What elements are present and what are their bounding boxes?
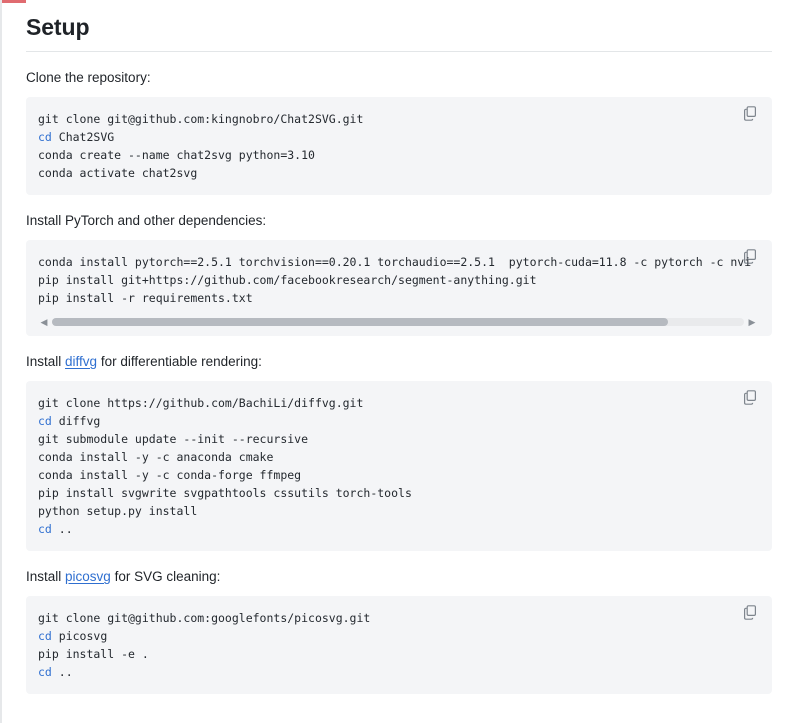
code-token: cd <box>38 522 52 536</box>
code-token: cd <box>38 130 52 144</box>
code-token: cd <box>38 665 52 679</box>
page-title: Setup <box>26 12 772 52</box>
step-description-picosvg <box>26 567 772 586</box>
code-token: conda install -y -c anaconda cmake <box>38 450 274 464</box>
code-token: .. <box>51 665 73 679</box>
code-token: conda install pytorch==2.5.1 torchvision==0.20.1 torchaudio==2.5.1 pytorch-cuda=11.8 -c pytorch -c nvi <box>38 255 752 269</box>
code-block-pytorch <box>26 240 772 336</box>
code-token: conda activate chat2svg <box>38 166 198 180</box>
top-accent-stripe <box>0 0 800 3</box>
code-content-picosvg[interactable] <box>38 609 758 681</box>
code-token: git clone https://github.com/BachiLi/diffvg.git <box>38 396 364 410</box>
text-fragment: for differentiable rendering: <box>97 354 262 369</box>
code-token: pip install git+https://github.com/facebookresearch/segment-anything.git <box>38 273 537 287</box>
link-diffvg[interactable]: diffvg <box>65 354 98 369</box>
code-block-picosvg <box>26 596 772 694</box>
code-token: python setup.py install <box>38 504 198 518</box>
code-content-pytorch[interactable] <box>38 253 758 307</box>
copy-icon[interactable] <box>742 604 762 624</box>
code-token: pip install -e . <box>38 647 149 661</box>
text-fragment: Install <box>26 354 66 369</box>
scrollbar-thumb[interactable] <box>52 318 668 326</box>
accent-bar <box>0 0 26 3</box>
code-token: conda create --name chat2svg python=3.10 <box>38 148 315 162</box>
code-token: git submodule update --init --recursive <box>38 432 309 446</box>
code-token: conda install -y -c conda-forge ffmpeg <box>38 468 302 482</box>
horizontal-scrollbar[interactable] <box>38 316 758 328</box>
code-token: Chat2SVG <box>51 130 115 144</box>
code-token: pip install -r requirements.txt <box>38 291 253 305</box>
copy-icon[interactable] <box>742 105 762 125</box>
code-token: git clone git@github.com:googlefonts/picosvg.git <box>38 611 371 625</box>
copy-icon[interactable] <box>742 389 762 409</box>
code-token: cd <box>38 414 52 428</box>
code-token: .. <box>51 522 73 536</box>
code-token: diffvg <box>51 414 101 428</box>
step-description-diffvg <box>26 352 772 371</box>
text-fragment: for SVG cleaning: <box>110 569 221 584</box>
setup-steps <box>26 68 772 694</box>
step-description-pytorch: Install PyTorch and other dependencies: <box>26 213 267 228</box>
code-content-diffvg[interactable] <box>38 394 758 538</box>
code-token: cd <box>38 629 52 643</box>
text-fragment: Install <box>26 569 66 584</box>
code-token: picosvg <box>51 629 108 643</box>
scroll-left-arrow-icon[interactable]: ◀ <box>40 317 48 327</box>
code-block-diffvg <box>26 381 772 551</box>
link-picosvg[interactable]: picosvg <box>65 569 111 584</box>
scrollbar-track[interactable] <box>52 318 744 326</box>
step-description-clone: Clone the repository: <box>26 70 151 85</box>
code-block-clone <box>26 97 772 195</box>
copy-icon[interactable] <box>742 248 762 268</box>
code-token: pip install svgwrite svgpathtools cssutils torch-tools <box>38 486 412 500</box>
left-margin-rule <box>0 0 2 723</box>
scroll-right-arrow-icon[interactable]: ▶ <box>748 317 756 327</box>
code-token: git clone git@github.com:kingnobro/Chat2SVG.git <box>38 112 364 126</box>
code-content-clone[interactable] <box>38 110 758 182</box>
